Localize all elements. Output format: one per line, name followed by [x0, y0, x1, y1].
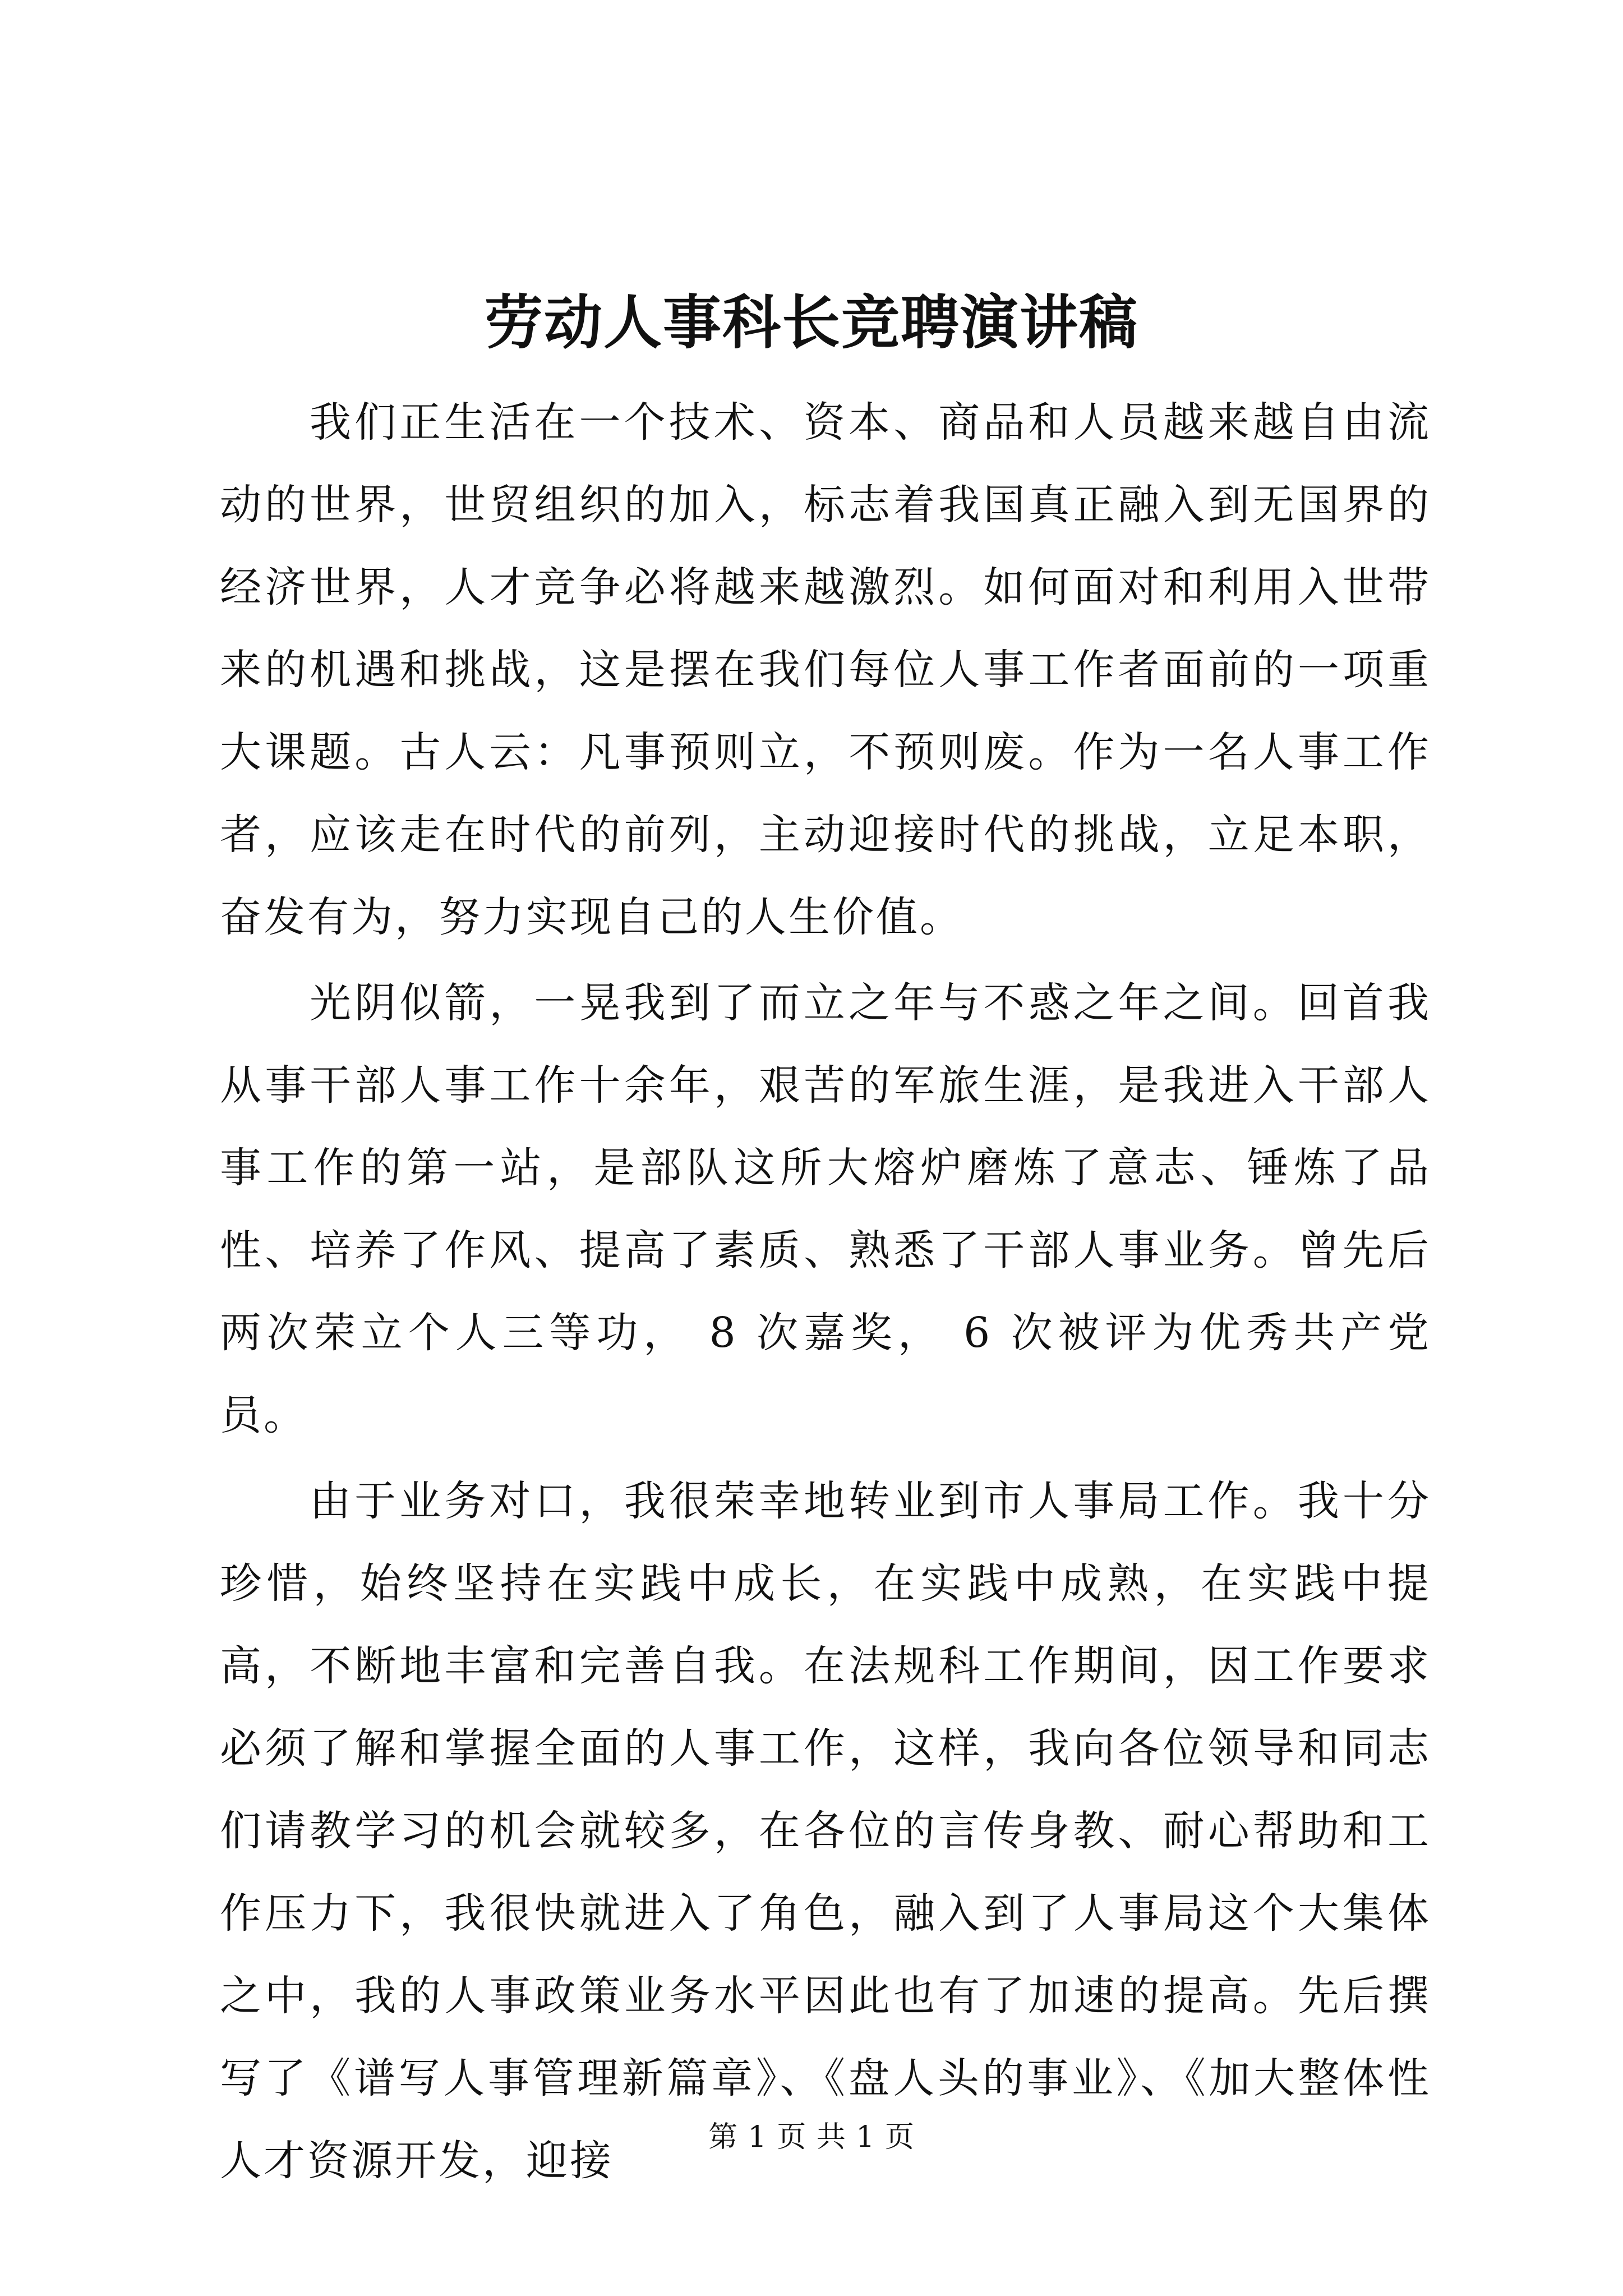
paragraph-1: 我们正生活在一个技术、资本、商品和人员越来越自由流动的世界，世贸组织的加入，标志着我国真正融入到无国界的经济世界，人才竞争必将越来越激烈。如何面对和利用入世带来的机遇和挑战，这是摆在我们每位人事工作者面前的一项重大课题。古人云：凡事预则立，不预则废。作为一名人事工作者，应该走在时代的前列，主动迎接时代的挑战，立足本职，奋发有为，努力实现自己的人生价值。 [220, 398, 1431, 941]
paragraph-2: 光阴似箭，一晃我到了而立之年与不惑之年之间。回首我从事干部人事工作十余年，艰苦的军旅生涯，是我进入干部人事工作的第一站，是部队这所大熔炉磨炼了意志、锤炼了品性、培养了作风、提高了素质、熟悉了干部人事业务。曾先后两次荣立个人三等功， 8 次嘉奖， 6 次被评为优秀共产党员。 [220, 979, 1431, 1439]
document-body [220, 381, 1431, 2206]
document-title: 劳动人事科长竞聘演讲稿 [484, 288, 1138, 357]
page-footer: 第 1 页 共 1 页 [708, 2120, 915, 2154]
paragraph-3: 由于业务对口，我很荣幸地转业到市人事局工作。我十分珍惜，始终坚持在实践中成长，在实践中成熟，在实践中提高，不断地丰富和完善自我。在法规科工作期间，因工作要求必须了解和掌握全面的人事工作，这样，我向各位领导和同志们请教学习的机会就较多，在各位的言传身教、耐心帮助和工作压力下，我很快就进入了角色，融入到了人事局这个大集体之中，我的人事政策业务水平因此也有了加速的提高。先后撰写了《谱写人事管理新篇章》、《盘人头的事业》、《加大整体性人才资源开发，迎接 [220, 1477, 1431, 2185]
